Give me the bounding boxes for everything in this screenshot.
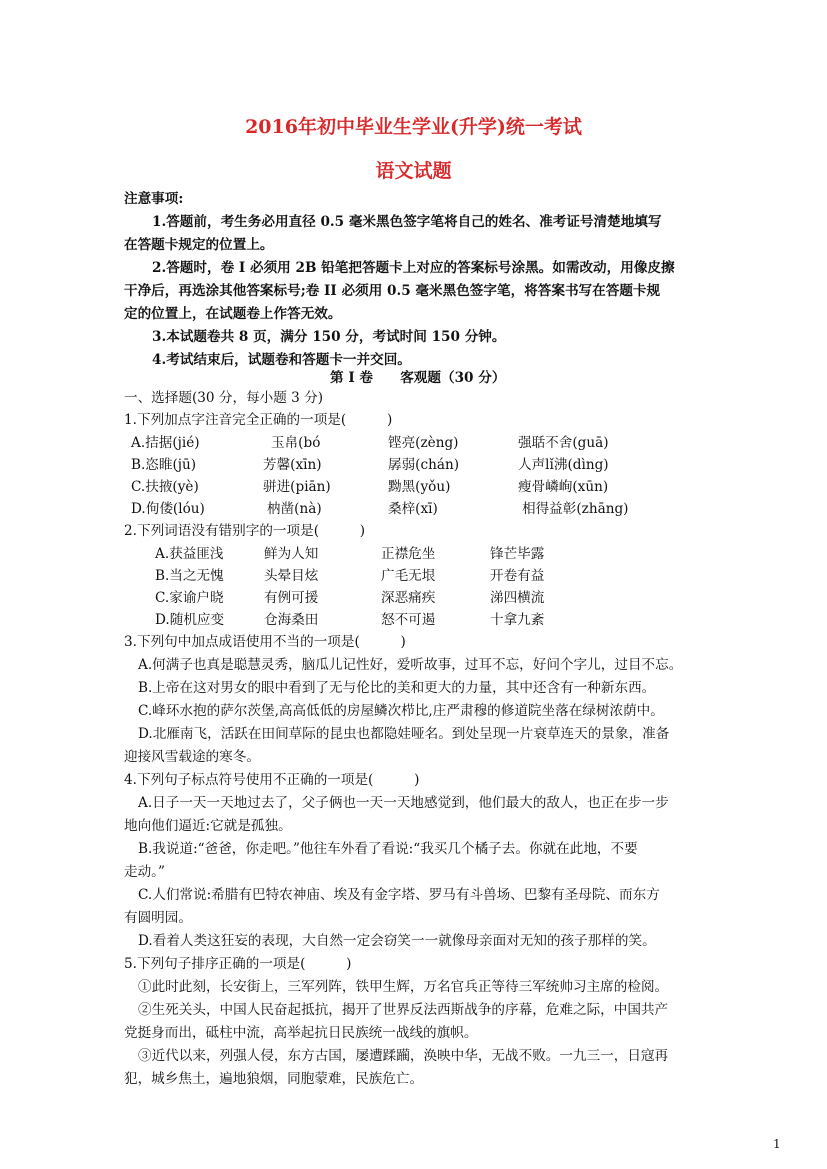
option-d: D.随机应变 <box>155 612 225 628</box>
notice-line: 定的位置上，在试题卷上作答无效。 <box>124 306 342 322</box>
question-stem: 1.下列加点字注音完全正确的一项是( ) <box>124 412 393 428</box>
option-word: 瘦骨嶙峋(xūn) <box>518 479 609 495</box>
question-stem: 4.下列句子标点符号使用不正确的一项是( ) <box>124 772 420 788</box>
option-word: 锋芒毕露 <box>490 546 545 562</box>
notice-line: 3.本试题卷共 8 页，满分 150 分，考试时间 150 分钟。 <box>152 329 506 345</box>
option-b: B.当之无愧 <box>155 568 224 584</box>
question-line: A.日子一天一天地过去了，父子俩也一天一天地感觉到，他们最大的敌人，也正在步一步 <box>138 795 669 811</box>
notice-heading: 注意事项: <box>124 191 184 207</box>
page-number: 1 <box>773 1137 781 1151</box>
exam-title: 2016年初中毕业生学业(升学)统一考试 <box>245 116 582 138</box>
question-line: 走动。” <box>124 864 165 880</box>
option-word: 十拿九紊 <box>490 612 545 628</box>
option-word: 孱弱(chán) <box>388 457 460 473</box>
option-word: 强聒不舍(guā) <box>518 435 609 451</box>
question-stem: 2.下列词语没有错别字的一项是( ) <box>124 523 366 539</box>
option-word: 相得益彰(zhāng) <box>522 501 629 517</box>
question-line: C.峰环水抱的萨尔茨堡,高高低低的房屋鳞次栉比,庄严肃穆的修道院坐落在绿树浓荫中。 <box>138 703 664 719</box>
notice-line: 在答题卡规定的位置上。 <box>124 237 274 253</box>
option-word: 黝黑(yǒu) <box>388 479 451 495</box>
option-a: A.获益匪浅 <box>155 546 224 562</box>
option-word: 铿亮(zèng) <box>388 435 459 451</box>
question-line: A.何满子也真是聪慧灵秀，脑瓜儿记性好，爱听故事，过耳不忘，好问个字儿，过目不忘。 <box>138 657 683 673</box>
option-word: 正襟危坐 <box>381 546 436 562</box>
option-word: 深恶痛疾 <box>381 590 436 606</box>
option-c: C.扶掖(yè) <box>131 479 199 495</box>
question-line: D.看着人类这狂妄的表现，大自然一定会窃笑一一就像母亲面对无知的孩子那样的笑。 <box>138 933 656 949</box>
option-word: 桑梓(xī) <box>388 501 438 517</box>
option-word: 有例可援 <box>264 590 319 606</box>
question-line: 迎接风雪载途的寒冬。 <box>124 749 260 765</box>
question-line: 党挺身而出，砥柱中流，高举起抗日民族统一战线的旗帜。 <box>124 1025 478 1041</box>
question-line: B.上帝在这对男女的眼中看到了无与伦比的美和更大的力量，其中还含有一种新东西。 <box>138 680 656 696</box>
option-word: 鲜为人知 <box>264 546 319 562</box>
section-title: 第 I 卷 客观题（30 分） <box>330 370 506 386</box>
question-line: 地向他们逼近:它就是孤独。 <box>124 818 292 834</box>
option-b: B.恣睢(jū) <box>131 457 197 473</box>
option-word: 玉帛(bó <box>271 435 321 451</box>
option-word: 头晕目炫 <box>264 568 319 584</box>
section-part: 一、选择题(30 分，每小题 3 分) <box>124 390 324 406</box>
question-line: ②生死关头，中国人民奋起抵抗，揭开了世界反法西斯战争的序幕，危难之际，中国共产 <box>138 1002 669 1018</box>
question-line: B.我说道:“爸爸，你走吧。”他往车外看了看说:“我买几个橘子去。你就在此地，不要 <box>138 841 638 857</box>
question-line: 犯，城乡焦土，遍地狼烟，同胞蒙难，民族危亡。 <box>124 1071 424 1087</box>
question-stem: 5.下列句子排序正确的一项是( ) <box>124 956 352 972</box>
option-word: 骈进(piān) <box>263 479 331 495</box>
notice-line: 4.考试结束后，试题卷和答题卡一并交回。 <box>152 352 411 368</box>
option-word: 开卷有益 <box>490 568 545 584</box>
notice-line: 2.答题时，卷 I 必须用 2B 铅笔把答题卡上对应的答案标号涂黑。如需改动，用像皮擦 <box>152 260 675 276</box>
option-word: 枘凿(nà) <box>267 501 322 517</box>
option-word: 广毛无垠 <box>381 568 436 584</box>
option-word: 涕四横流 <box>490 590 545 606</box>
question-line: ①此时此刻，长安街上，三军列阵，铁甲生辉，万名官兵正等待三军统帅习主席的检阅。 <box>138 979 669 995</box>
option-c: C.家谕户晓 <box>155 590 224 606</box>
question-line: 有圆明园。 <box>124 910 192 926</box>
notice-line: 1.答题前，考生务必用直径 0.5 毫米黑色签字笔将自己的姓名、准考证号清楚地填写 <box>152 214 662 230</box>
option-word: 仓海桑田 <box>264 612 319 628</box>
option-word: 人声lǐ沸(dìng) <box>518 457 609 473</box>
notice-line: 干净后，再选涂其他答案标号;卷 II 必须用 0.5 毫米黑色签字笔，将答案书写在答题卡规 <box>124 283 661 299</box>
question-line: D.北雁南飞，活跃在田间草际的昆虫也都隐娃哑名。到处呈现一片衰草连天的景象，准备 <box>138 726 670 742</box>
exam-subtitle: 语文试题 <box>375 160 452 182</box>
question-line: C.人们常说:希腊有巴特农神庙、埃及有金字塔、罗马有斗兽场、巴黎有圣母院、而东方 <box>138 887 660 903</box>
question-stem: 3.下列句中加点成语使用不当的一项是( ) <box>124 634 406 650</box>
option-d: D.佝偻(lóu) <box>131 501 205 517</box>
option-word: 芳馨(xīn) <box>263 457 322 473</box>
option-a: A.拮据(jié) <box>131 435 200 451</box>
option-word: 怒不可遏 <box>381 612 436 628</box>
question-line: ③近代以来，列强人侵，东方古国，屡遭蹂躏，涣映中华，无战不败。一九三一，日寇再 <box>138 1048 669 1064</box>
